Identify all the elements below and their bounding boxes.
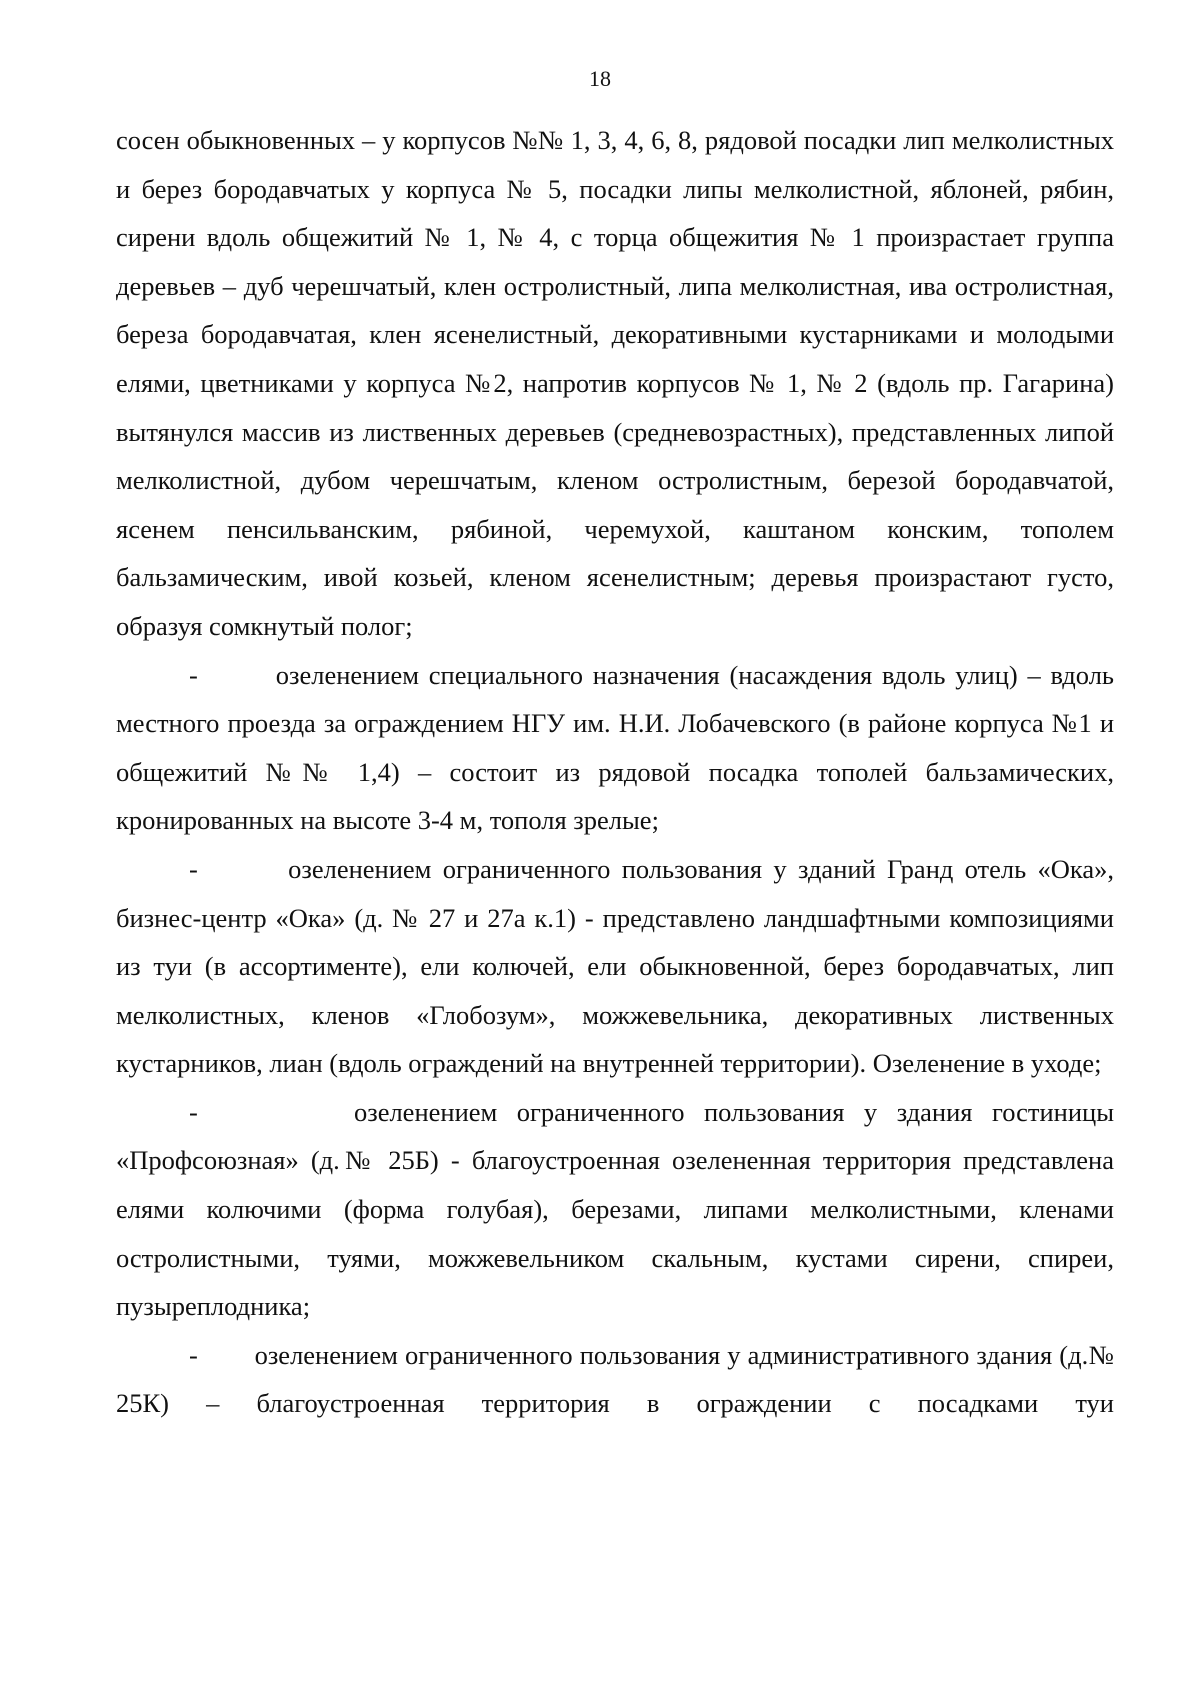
document-body (116, 116, 1114, 1428)
page-number: 18 (589, 66, 611, 91)
list-item-grand-hotel-oka: - озеленением ограниченного пользования у зданий Гранд отель «Ока», бизнес-центр «Ока» (д. № 27 и 27а к.1) - представлено ландшафтными композициями из туи (в ассортименте), ели колючей, ели обыкновенной, берез бородавчатых, лип мелколистных, кленов «Глобозум», можжевельника, декоративных лиственных кустарников, лиан (вдоль ограждений на внутренней территории). Озеленение в уходе; (116, 853, 1114, 1079)
paragraph-trees-list: сосен обыкновенных – у корпусов №№ 1, 3, 4, 6, 8, рядовой посадки лип мелколистных и берез бородавчатых у корпуса № 5, посадки липы мелколистной, яблоней, рябин, сирени вдоль общежитий № 1, № 4, с торца общежития № 1 произрастает группа деревьев – дуб черешчатый, клен остролистный, липа мелколистная, ива остролистная, береза бородавчатая, клен ясенелистный, декоративными кустарниками и молодыми елями, цветниками у корпуса №2, напротив корпусов № 1, № 2 (вдоль пр. Гагарина) вытянулся массив из лиственных деревьев (средневозрастных), представленных липой мелколистной, дубом черешчатым, кленом остролистным, березой бородавчатой, ясенем пенсильванским, рябиной, черемухой, каштаном конским, тополем бальзамическим, ивой козьей, кленом ясенелистным; деревья произрастают густо, образуя сомкнутый полог; (116, 125, 1114, 641)
list-item-hotel-profsoyuznaya: - озеленением ограниченного пользования у здания гостиницы «Профсоюзная» (д.№ 25Б) - благоустроенная озелененная территория представлена елями колючими (форма голубая), березами, липами мелколистными, кленами остролистными, туями, можжевельником скальным, кустами сирени, спиреи, пузыреплодника; (116, 1096, 1114, 1322)
list-item-special-greening: - озеленением специального назначения (насаждения вдоль улиц) – вдоль местного проезда за ограждением НГУ им. Н.И. Лобачевского (в районе корпуса №1 и общежитий №№ 1,4) – состоит из рядовой посадка тополей бальзамических, кронированных на высоте 3-4 м, тополя зрелые; (116, 659, 1114, 836)
list-item-administrative-building: - озеленением ограниченного пользования у административного здания (д.№ 25К) – благоустроенная территория в ограждении с посадками туи (116, 1339, 1114, 1419)
